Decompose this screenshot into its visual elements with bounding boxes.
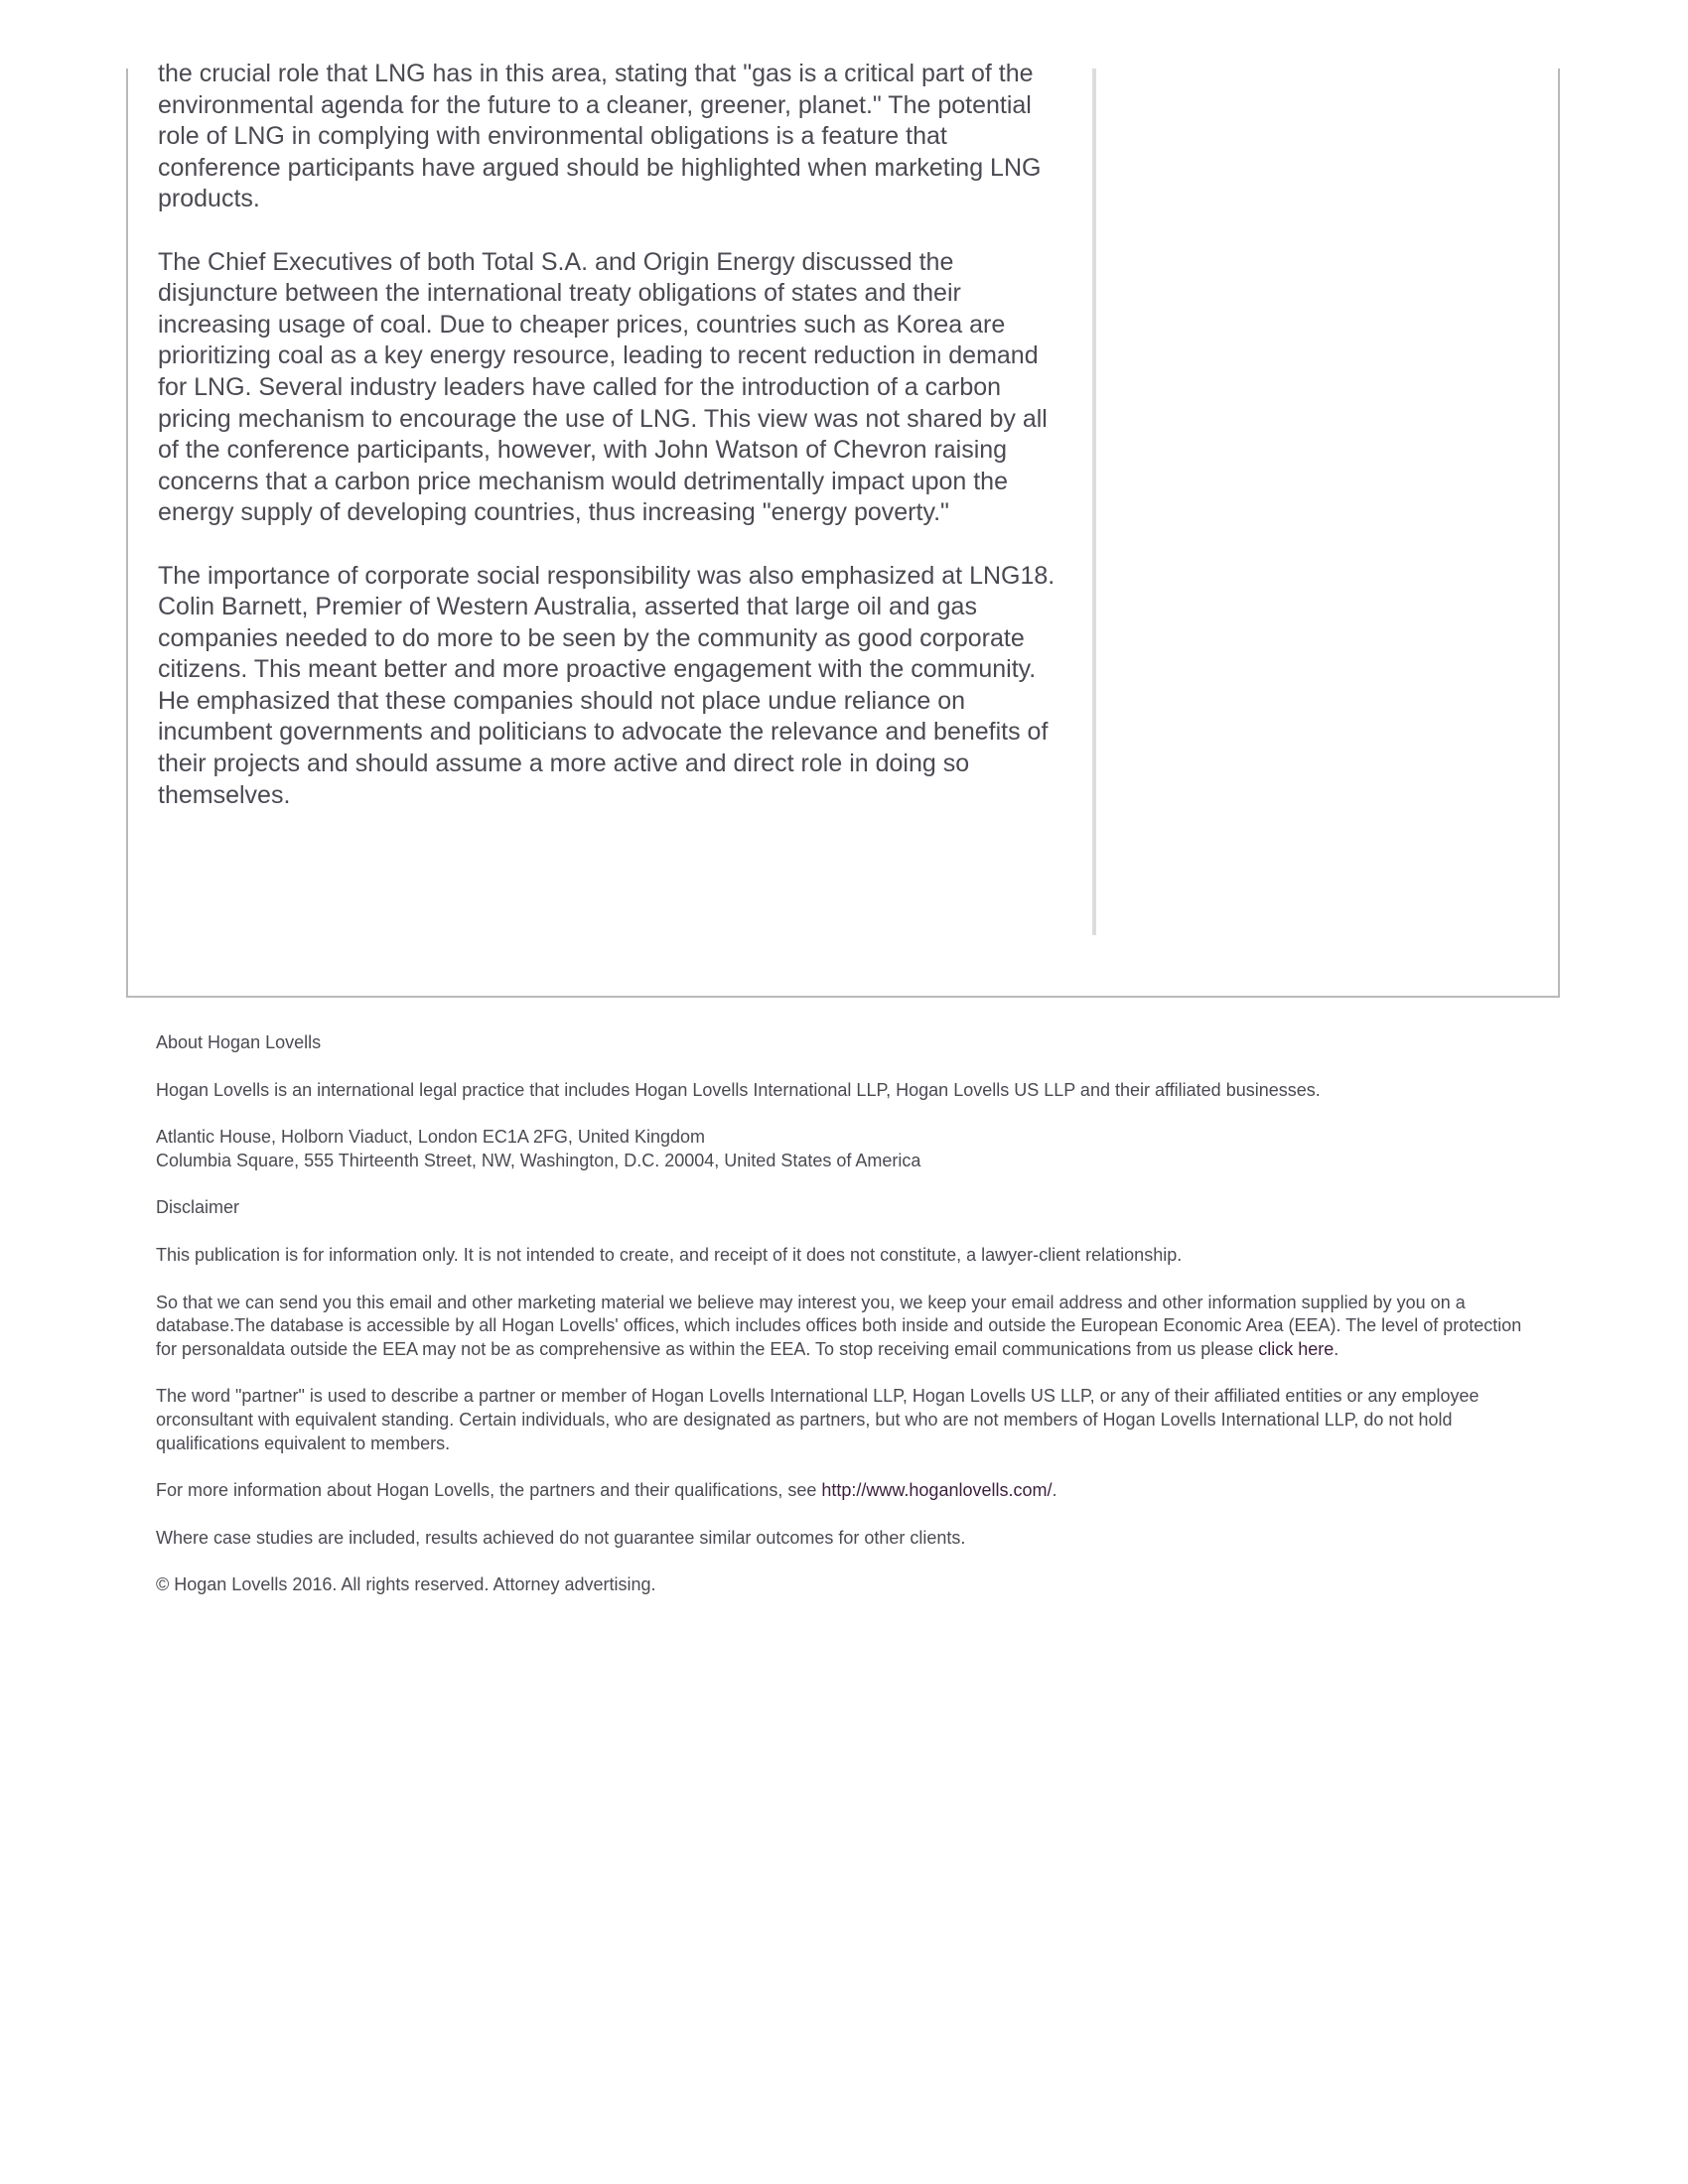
partner-text: The word "partner" is used to describe a partner or member of Hogan Lovells International LLP, Hogan Lovells US LLP, or any of their affiliated entities or any employee orconsultant with equivalent standing. Certain individuals, who are designated as partners, but who are not members of Hogan Lovells International LLP, do not hold qualifications equivalent to members.	[156, 1386, 1479, 1453]
case-studies-text: Where case studies are included, results achieved do not guarantee similar outcomes for other clients.	[156, 1527, 966, 1548]
disclaimer-heading: Disclaimer	[156, 1197, 240, 1218]
more-info-end: .	[1052, 1480, 1057, 1501]
article-paragraph: the crucial role that LNG has in this area, stating that "gas is a critical part of the environmental agenda for the future to a cleaner, greener, planet." The potential role of LNG in complying with environmental obligations is a feature that conference participants have argued should be highlighted when marketing LNG products.	[158, 60, 1042, 213]
disclaimer-text: This publication is for information only. It is not intended to create, and receipt of it does not constitute, a lawyer-client relationship.	[156, 1244, 1183, 1265]
footer	[156, 1031, 1546, 1621]
about-text: Hogan Lovells is an international legal practice that includes Hogan Lovells International LLP, Hogan Lovells US LLP and their affiliated businesses.	[156, 1079, 1321, 1100]
copyright-text: © Hogan Lovells 2016. All rights reserved. Attorney advertising.	[156, 1574, 656, 1595]
address-washington: Columbia Square, 555 Thirteenth Street, NW, Washington, D.C. 20004, United States of America	[156, 1150, 921, 1170]
unsubscribe-link[interactable]: click here	[1258, 1338, 1335, 1359]
about-heading: About Hogan Lovells	[156, 1032, 322, 1052]
address-london: Atlantic House, Holborn Viaduct, London EC1A 2FG, United Kingdom	[156, 1127, 705, 1148]
website-link[interactable]: http://www.hoganlovells.com/	[821, 1480, 1053, 1501]
more-info-text: For more information about Hogan Lovells, the partners and their qualifications, see	[156, 1480, 822, 1501]
addresses	[156, 1126, 1546, 1172]
article-body	[158, 59, 1066, 843]
database-notice	[156, 1292, 1546, 1362]
article-paragraph: The importance of corporate social responsibility was also emphasized at LNG18. Colin Barnett, Premier of Western Australia, asserted that large oil and gas companies needed to do more to be seen by the community as good corporate citizens. This meant better and more proactive engagement with the community. He emphasized that these companies should not place undue reliance on incumbent governments and politicians to advocate the relevance and benefits of their projects and should assume a more active and direct role in doing so themselves.	[158, 561, 1055, 809]
more-info	[156, 1479, 1546, 1503]
article-box	[126, 60, 1560, 998]
database-text: So that we can send you this email and other marketing material we believe may interest you, we keep your email address and other information supplied by you on a database.The database is accessible by all Hogan Lovells' offices, which includes offices both inside and outside the European Economic Area (EEA). The level of protection for personaldata outside the EEA may not be as comprehensive as within the EEA. To stop receiving email communications from us please	[156, 1292, 1522, 1359]
database-end: .	[1334, 1338, 1339, 1359]
article-paragraph: The Chief Executives of both Total S.A. and Origin Energy discussed the disjuncture between the international treaty obligations of states and their increasing usage of coal. Due to cheaper prices, countries such as Korea are prioritizing coal as a key energy resource, leading to recent reduction in demand for LNG. Several industry leaders have called for the introduction of a carbon pricing mechanism to encourage the use of LNG. This view was not shared by all of the conference participants, however, with John Watson of Chevron raising concerns that a carbon price mechanism would detrimentally impact upon the energy supply of developing countries, thus increasing "energy poverty."	[158, 247, 1048, 527]
column-divider	[1092, 68, 1096, 935]
